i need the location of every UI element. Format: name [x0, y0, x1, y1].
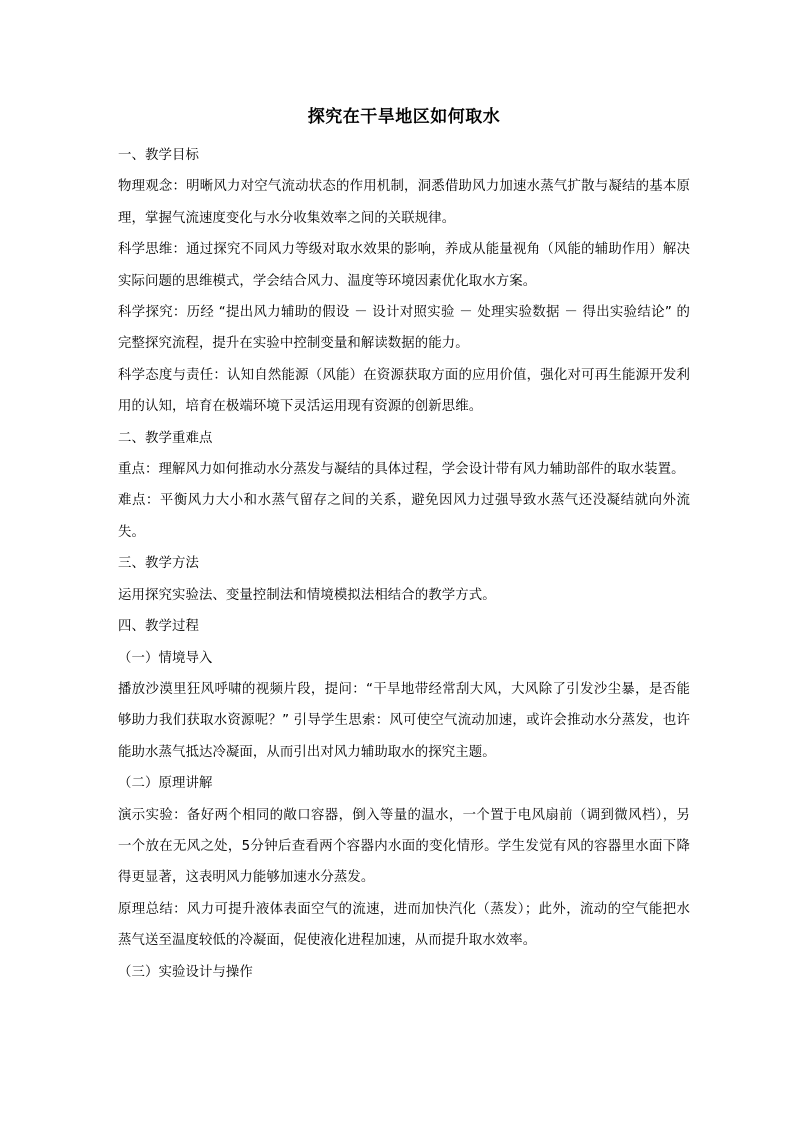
paragraph-difficulty: 难点：平衡风力大小和水蒸气留存之间的关系，避免因风力过强导致水蒸气还没凝结就向外流失。: [118, 493, 690, 540]
subheading-experiment: （三）实验设计与操作: [118, 964, 253, 980]
paragraph-key-point: 重点：理解风力如何推动水分蒸发与凝结的具体过程，学会设计带有风力辅助部件的取水装置。: [118, 462, 685, 478]
paragraph-methods: 运用探究实验法、变量控制法和情境模拟法相结合的教学方式。: [118, 587, 496, 603]
section-heading-objectives: 一、教学目标: [118, 148, 199, 163]
paragraph-attitude-responsibility: 科学态度与责任：认知自然能源（风能）在资源获取方面的应用价值，强化对可再生能源开发利用的认知，培育在极端环境下灵活运用现有资源的创新思维。: [118, 367, 690, 415]
section-heading-key-points: 二、教学重难点: [118, 430, 213, 446]
paragraph-principle-summary: 原理总结：风力可提升液体表面空气的流速，进而加快汽化（蒸发）；此外，流动的空气能把水蒸气送至温度较低的冷凝面，促使液化进程加速，从而提升取水效率。: [118, 901, 690, 949]
section-heading-process: 四、教学过程: [118, 619, 199, 635]
document-page: [118, 100, 690, 988]
section-heading-methods: 三、教学方法: [118, 556, 199, 572]
paragraph-scientific-thinking: 科学思维：通过探究不同风力等级对取水效果的影响，养成从能量视角（风能的辅助作用）解决实际问题的思维模式，学会结合风力、温度等环境因素优化取水方案。: [118, 242, 690, 289]
paragraph-scientific-inquiry: 科学探究：历经 “提出风力辅助的假设 － 设计对照实验 － 处理实验数据 － 得出实验结论” 的完整探究流程，提升在实验中控制变量和解读数据的能力。: [118, 305, 690, 352]
subheading-introduction: （一）情境导入: [118, 650, 213, 666]
paragraph-physics-concept: 物理观念：明晰风力对空气流动状态的作用机制，洞悉借助风力加速水蒸气扩散与凝结的基本原理，掌握气流速度变化与水分收集效率之间的关联规律。: [118, 179, 690, 226]
document-title: 探究在干旱地区如何取水: [307, 107, 501, 127]
paragraph-demonstration: 演示实验：备好两个相同的敞口容器，倒入等量的温水，一个置于电风扇前（调到微风档），另一个放在无风之处，5分钟后查看两个容器内水面的变化情形。学生发觉有风的容器里水面下降得更显著，这表明风力能够加速水分蒸发。: [118, 807, 690, 886]
paragraph-introduction: 播放沙漠里狂风呼啸的视频片段，提问：“干旱地带经常刮大风，大风除了引发沙尘暴，是否能够助力我们获取水资源呢？” 引导学生思索：风可使空气流动加速，或许会推动水分蒸发，也许能助水蒸气抵达冷凝面，从而引出对风力辅助取水的探究主题。: [118, 681, 690, 760]
subheading-principle: （二）原理讲解: [118, 776, 213, 792]
